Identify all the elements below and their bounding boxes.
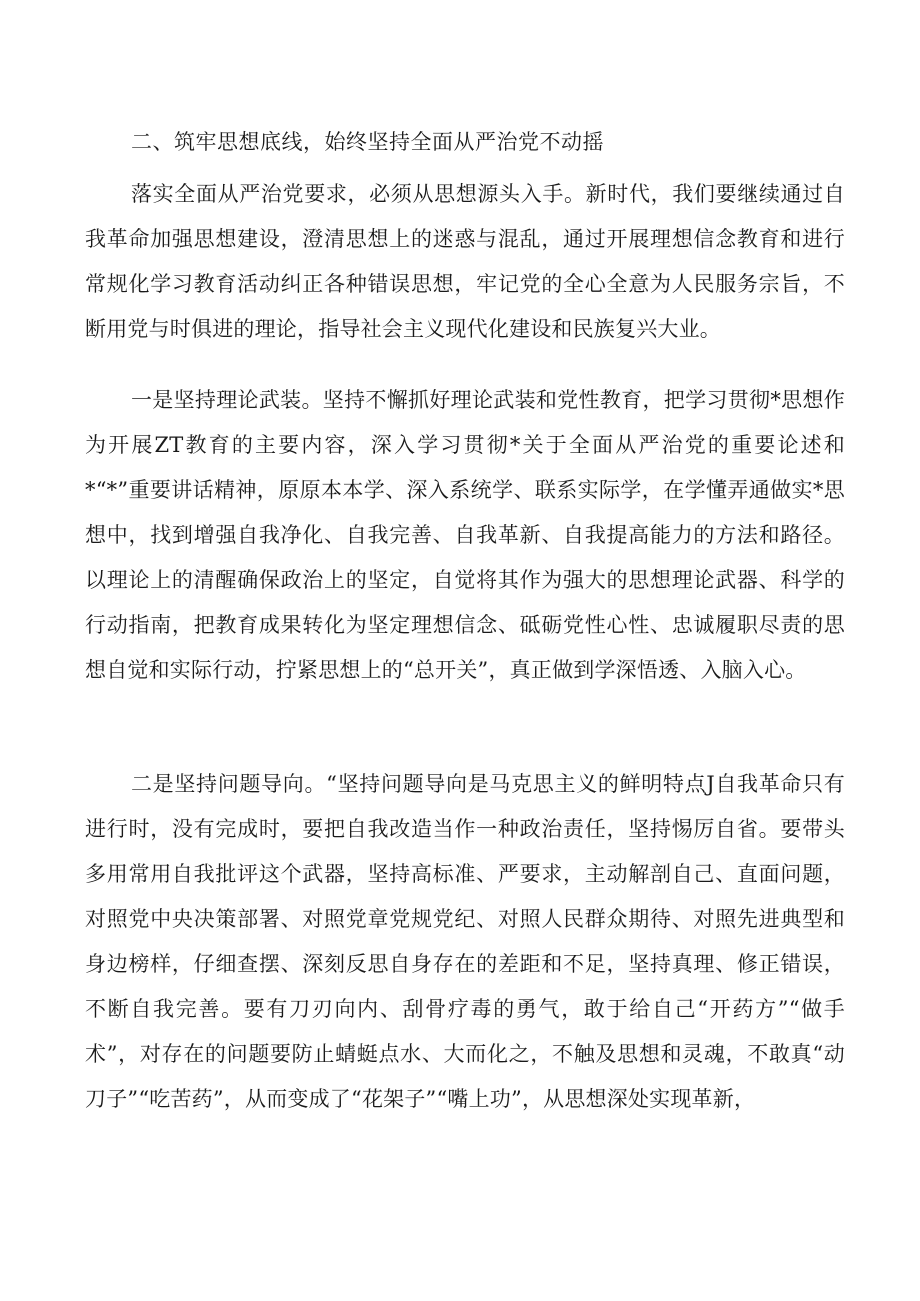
paragraph-problem: 二是坚持问题导向。“坚持问题导向是马克思主义的鲜明特点J自我革命只有进行时，没有完成时，要把自我改造当作一种政治责任，坚持惕厉自省。要带头多用常用自我批评这个武器，坚持高标准、严要求，主动解剖自己、直面问题，对照党中央决策部署、对照党章党规党纪、对照人民群众期待、对照先进典型和身边榜样，仔细查摆、深刻反思自身存在的差距和不足，坚持真理、修正错误，不断自我完善。要有刀刃向内、刮骨疗毒的勇气，敢于给自己“开药方”“做手术”，对存在的问题要防止蜻蜓点水、大而化之，不触及思想和灵魂，不敢真“动刀子”“吃苦药”，从而变成了“花架子”“嘴上功”，从思想深处实现革新， [85, 772, 845, 1111]
paragraph-intro: 落实全面从严治党要求，必须从思想源头入手。新时代，我们要继续通过自我革命加强思想建设，澄清思想上的迷惑与混乱，通过开展理想信念教育和进行常规化学习教育活动纠正各种错误思想，牢记党的全心全意为人民服务宗旨，不断用党与时俱进的理论，指导社会主义现代化建设和民族复兴大业。 [85, 182, 845, 341]
paragraph-theory: 一是坚持理论武装。坚持不懈抓好理论武装和党性教育，把学习贯彻*思想作为开展ZT教育的主要内容，深入学习贯彻*关于全面从严治党的重要论述和*“*”重要讲话精神，原原本本学、深入系统学、联系实际学，在学懂弄通做实*思想中，找到增强自我净化、自我完善、自我革新、自我提高能力的方法和路径。以理论上的清醒确保政治上的坚定，自觉将其作为强大的思想理论武器、科学的行动指南，把教育成果转化为坚定理想信念、砥砺党性心性、忠诚履职尽责的思想自觉和实际行动，拧紧思想上的“总开关”，真正做到学深悟透、入脑入心。 [85, 388, 845, 682]
section-heading: 二、筑牢思想底线，始终坚持全面从严治党不动摇 [131, 130, 604, 154]
